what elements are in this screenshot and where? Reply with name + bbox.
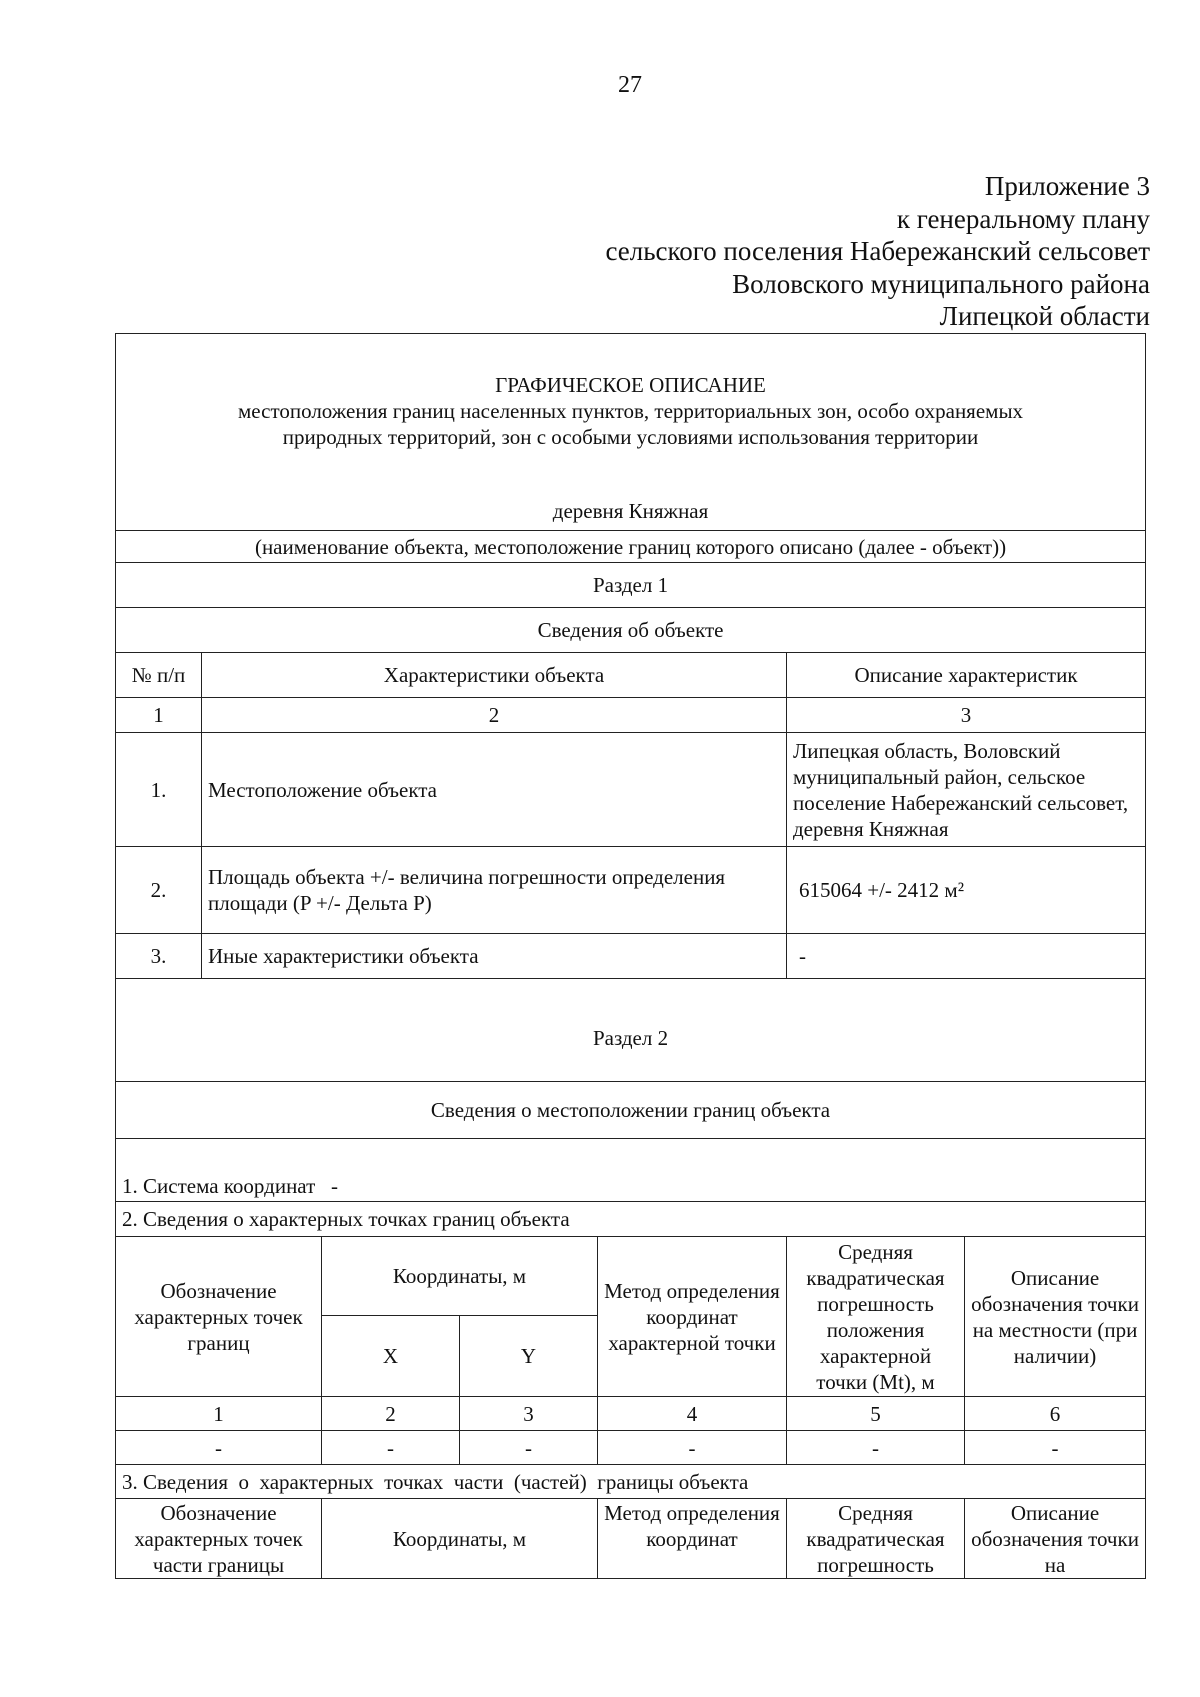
description-cell: Липецкая область, Воловский муниципальный район, сельское поселение Набережанский сельсовет, деревня Княжная — [787, 733, 1146, 847]
column-number: 1 — [116, 1397, 322, 1431]
coord-system-row — [116, 1139, 1146, 1202]
cell-text: Координаты, м — [392, 1527, 527, 1551]
section1-subtitle-row — [116, 608, 1146, 653]
appendix-block — [605, 170, 1150, 333]
points-column-numbers-row — [116, 1397, 1146, 1431]
column-number: 3 — [787, 698, 1146, 733]
page-number: 27 — [618, 72, 642, 98]
table-cell: - — [460, 1431, 598, 1465]
column-header-coordinates — [322, 1499, 598, 1579]
column-header-x: X — [322, 1316, 460, 1397]
section1-title-row — [116, 563, 1146, 608]
characteristic-cell: Местоположение объекта — [202, 733, 787, 847]
column-header-coordinates: Координаты, м — [322, 1237, 598, 1316]
characteristic-cell: Площадь объекта +/- величина погрешности определения площади (P +/- Дельта P) — [202, 847, 787, 934]
coord-system: 1. Система координат - — [116, 1139, 1146, 1202]
document-title: ГРАФИЧЕСКОЕ ОПИСАНИЕ — [495, 373, 766, 397]
header-title-cell — [116, 334, 1146, 451]
column-header-point-description: Описание обозначения точки на местности (при наличии) — [965, 1237, 1146, 1397]
object-name-row — [116, 450, 1146, 531]
object-name: деревня Княжная — [116, 450, 1146, 531]
table-cell: - — [322, 1431, 460, 1465]
document-subtitle-line: местоположения границ населенных пунктов, территориальных зон, особо охраняемых — [238, 399, 1024, 423]
column-number: 2 — [322, 1397, 460, 1431]
row-number: 2. — [116, 847, 202, 934]
characteristic-cell: Иные характеристики объекта — [202, 934, 787, 979]
appendix-line: Воловского муниципального района — [732, 268, 1150, 299]
column-header-error: Средняя квадратическая погрешность положения характерной точки (Mt), м — [787, 1237, 965, 1397]
appendix-line: Приложение 3 — [984, 171, 1150, 201]
column-header-method: Метод определения координат характерной точки — [598, 1237, 787, 1397]
description-cell: 615064 +/- 2412 м² — [787, 847, 1146, 934]
description-cell: - — [787, 934, 1146, 979]
column-number: 1 — [116, 698, 202, 733]
cell-text: Обозначение характерных точек части границы — [134, 1501, 303, 1577]
column-number: 3 — [460, 1397, 598, 1431]
section1-header-row — [116, 653, 1146, 698]
column-header-designation: Обозначение характерных точек границ — [116, 1237, 322, 1397]
cell-text: Описание обозначения точки на — [971, 1501, 1139, 1577]
appendix-line: Липецкой области — [939, 301, 1150, 331]
table-row — [116, 934, 1146, 979]
points-header-row — [116, 1237, 1146, 1316]
table-row — [116, 1431, 1146, 1465]
section2-title-row — [116, 979, 1146, 1082]
form-table — [115, 333, 1146, 1579]
column-header-description: Описание характеристик — [787, 653, 1146, 698]
table-row — [116, 847, 1146, 934]
object-caption-row — [116, 531, 1146, 563]
column-number: 6 — [965, 1397, 1146, 1431]
cell-text: Метод определения координат — [604, 1501, 780, 1551]
column-number: 2 — [202, 698, 787, 733]
header-title-row — [116, 334, 1146, 451]
table-row — [116, 733, 1146, 847]
object-caption: (наименование объекта, местоположение границ которого описано (далее - объект)) — [116, 531, 1146, 563]
table-cell: - — [965, 1431, 1146, 1465]
points-heading: 2. Сведения о характерных точках границ объекта — [116, 1202, 1146, 1237]
row-number: 1. — [116, 733, 202, 847]
column-header-method — [598, 1499, 787, 1579]
parts-heading: 3. Сведения о характерных точках части (частей) границы объекта — [116, 1465, 1146, 1499]
column-number: 5 — [787, 1397, 965, 1431]
table-cell: - — [598, 1431, 787, 1465]
column-number: 4 — [598, 1397, 787, 1431]
section1-subtitle: Сведения об объекте — [116, 608, 1146, 653]
section1-column-numbers-row — [116, 698, 1146, 733]
table-cell: - — [787, 1431, 965, 1465]
column-header-y: Y — [460, 1316, 598, 1397]
section2-title: Раздел 2 — [116, 979, 1146, 1082]
appendix-line: сельского поселения Набережанский сельсовет — [605, 236, 1150, 266]
description-form — [115, 333, 1145, 1579]
table-cell: - — [116, 1431, 322, 1465]
parts-heading-row — [116, 1465, 1146, 1499]
column-header-number: № п/п — [116, 653, 202, 698]
column-header-characteristic: Характеристики объекта — [202, 653, 787, 698]
parts-header-row — [116, 1499, 1146, 1579]
column-header-designation — [116, 1499, 322, 1579]
points-heading-row — [116, 1202, 1146, 1237]
document-subtitle-line: природных территорий, зон с особыми условиями использования территории — [282, 425, 979, 449]
section1-title: Раздел 1 — [116, 563, 1146, 608]
cell-text: Средняя квадратическая погрешность — [806, 1501, 945, 1577]
section2-subtitle: Сведения о местоположении границ объекта — [116, 1082, 1146, 1139]
appendix-line: к генеральному плану — [896, 203, 1150, 234]
column-header-point-description — [965, 1499, 1146, 1579]
row-number: 3. — [116, 934, 202, 979]
column-header-error — [787, 1499, 965, 1579]
section2-subtitle-row — [116, 1082, 1146, 1139]
